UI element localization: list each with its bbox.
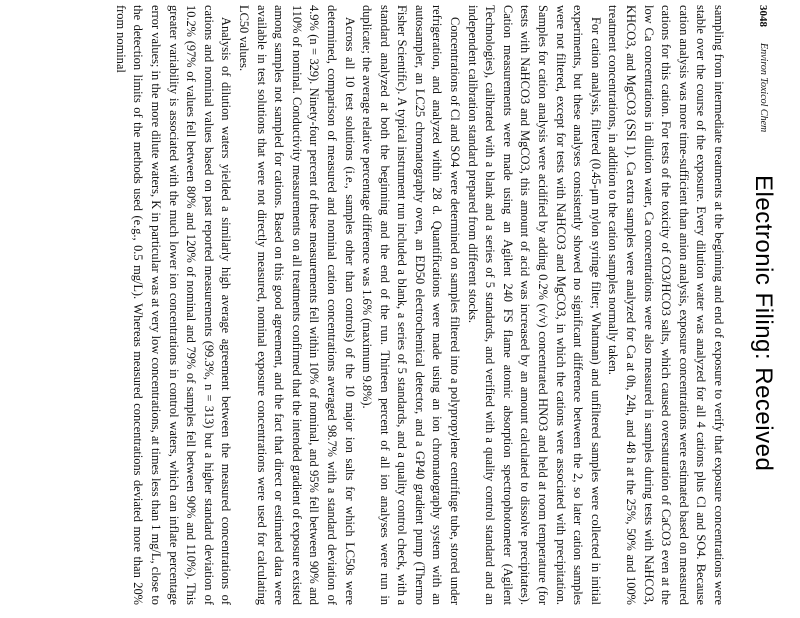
paragraph: sampling from intermediate treatments at the beginning and end of exposure to verify that exposure concentrations were stable over the course of the exposure. Every dilution water was analyzed for all 4 cations plus Cl and SO4. Because cation analysis was more time-sufficient than anion analysis, exposure concentrations were estimated based on measured cations for this cation. For tests of the toxicity of CO3/HCO3 salts, which caused oversaturation of CaCO3 even at the low Ca concentrations in dilution water, Ca concentrations were also measured in samples during tests with NaHCO3, KHCO3, and MgCO3 (SSI 1). Ca extra samples were analyzed for Ca at 0h, 24h, and 48 h at the 25%, 50% and 100% treatment concentrations, in addition to the cation samples normally taken. — [606, 5, 726, 605]
paragraph: Analysis of dilution waters yielded a similarly high average agreement between the measured concentrations of cations and nominal values based on past reported measurements (99.3%, n = 313) but a higher standard deviation of 10.2% (97% of values fell between 80% and 120% of nominal and 79% of samples fell between 90% and 110%). This greater variability is associated with the much lower ion concentrations in control waters, which can inflate percentage error values; in the more dilute waters, K in particular was at very low concentrations, at times less than 1 mg/L, close to the detection limits of the methods used (e.g., 0.5 mg/L). Whereas measured concentrations deviated more than 20% from nominal — [113, 5, 234, 605]
electronic-filing-stamp: Electronic Filing: Received — [750, 175, 777, 472]
paragraph: Across all 10 test solutions (i.e., samples other than controls) of the 10 major ion salts for which LC50s were determined, comparison of measured and nominal cation concentrations averaged 98.7% with a standard deviation of 4.9% (n = 329). Ninety-four percent of these measurements fell within 10% of nominal, and 95% fell between 90% and 110% of nominal. Conductivity measurements on all treatments confirmed that the intended gradient of exposure existed among samples not sampled for cations. Based on this good agreement, and the fact that direct or estimated data were available in test solutions that were not directly measured, nominal exposure concentrations were used for calculating LC50 values. — [236, 5, 357, 605]
body-text — [111, 5, 727, 605]
paragraph: For cation analysis, filtered (0.45-μm nylon syringe filter; Whatman) and unfiltered samples were collected in initial experiments, but these analyses consistently showed no significant difference between the 2, so later cation samples were not filtered, except for tests with NaHCO3 and MgCO3, in which the cations were associated with precipitation. Samples for cation analysis were acidified by adding 0.2% (v/v) concentrated HNO3 and held at room temperature (for tests with NaHCO3 and MgCO3, this amount of acid was increased by an amount calculated to dissolve precipitates). Cation measurements were made using an Agilent 240 FS flame atomic absorption spectrophotometer (Agilent Technologies), calibrated with a blank and a series of 5 standards, and verified with a quality control standard and an independent calibration standard prepared from different stocks. — [465, 5, 603, 605]
paragraph: Concentrations of Cl and SO4 were determined on samples filtered into a polypropylene centrifuge tube, stored under refrigeration, and analyzed within 28 d. Quantifications were made using an ion chromatography system with an autosampler, an LC25 chromatography oven, an ED50 electrochemical detector, and a GP40 gradient pump (Thermo Fisher Scientific). A typical instrument run included a blank, a series of 5 standards, and a quality control check, with a standard analyzed at both the beginning and the end of the run. Thirteen percent of all ion analyses were run in duplicate; the average relative percentage difference was 1.6% (maximum 9.8%). — [360, 5, 463, 605]
journal-name: Environ Toxicol Chem — [758, 43, 769, 133]
running-header — [727, 5, 775, 618]
page-number: 3048 — [757, 5, 769, 27]
rotated-page-content — [75, 5, 775, 615]
